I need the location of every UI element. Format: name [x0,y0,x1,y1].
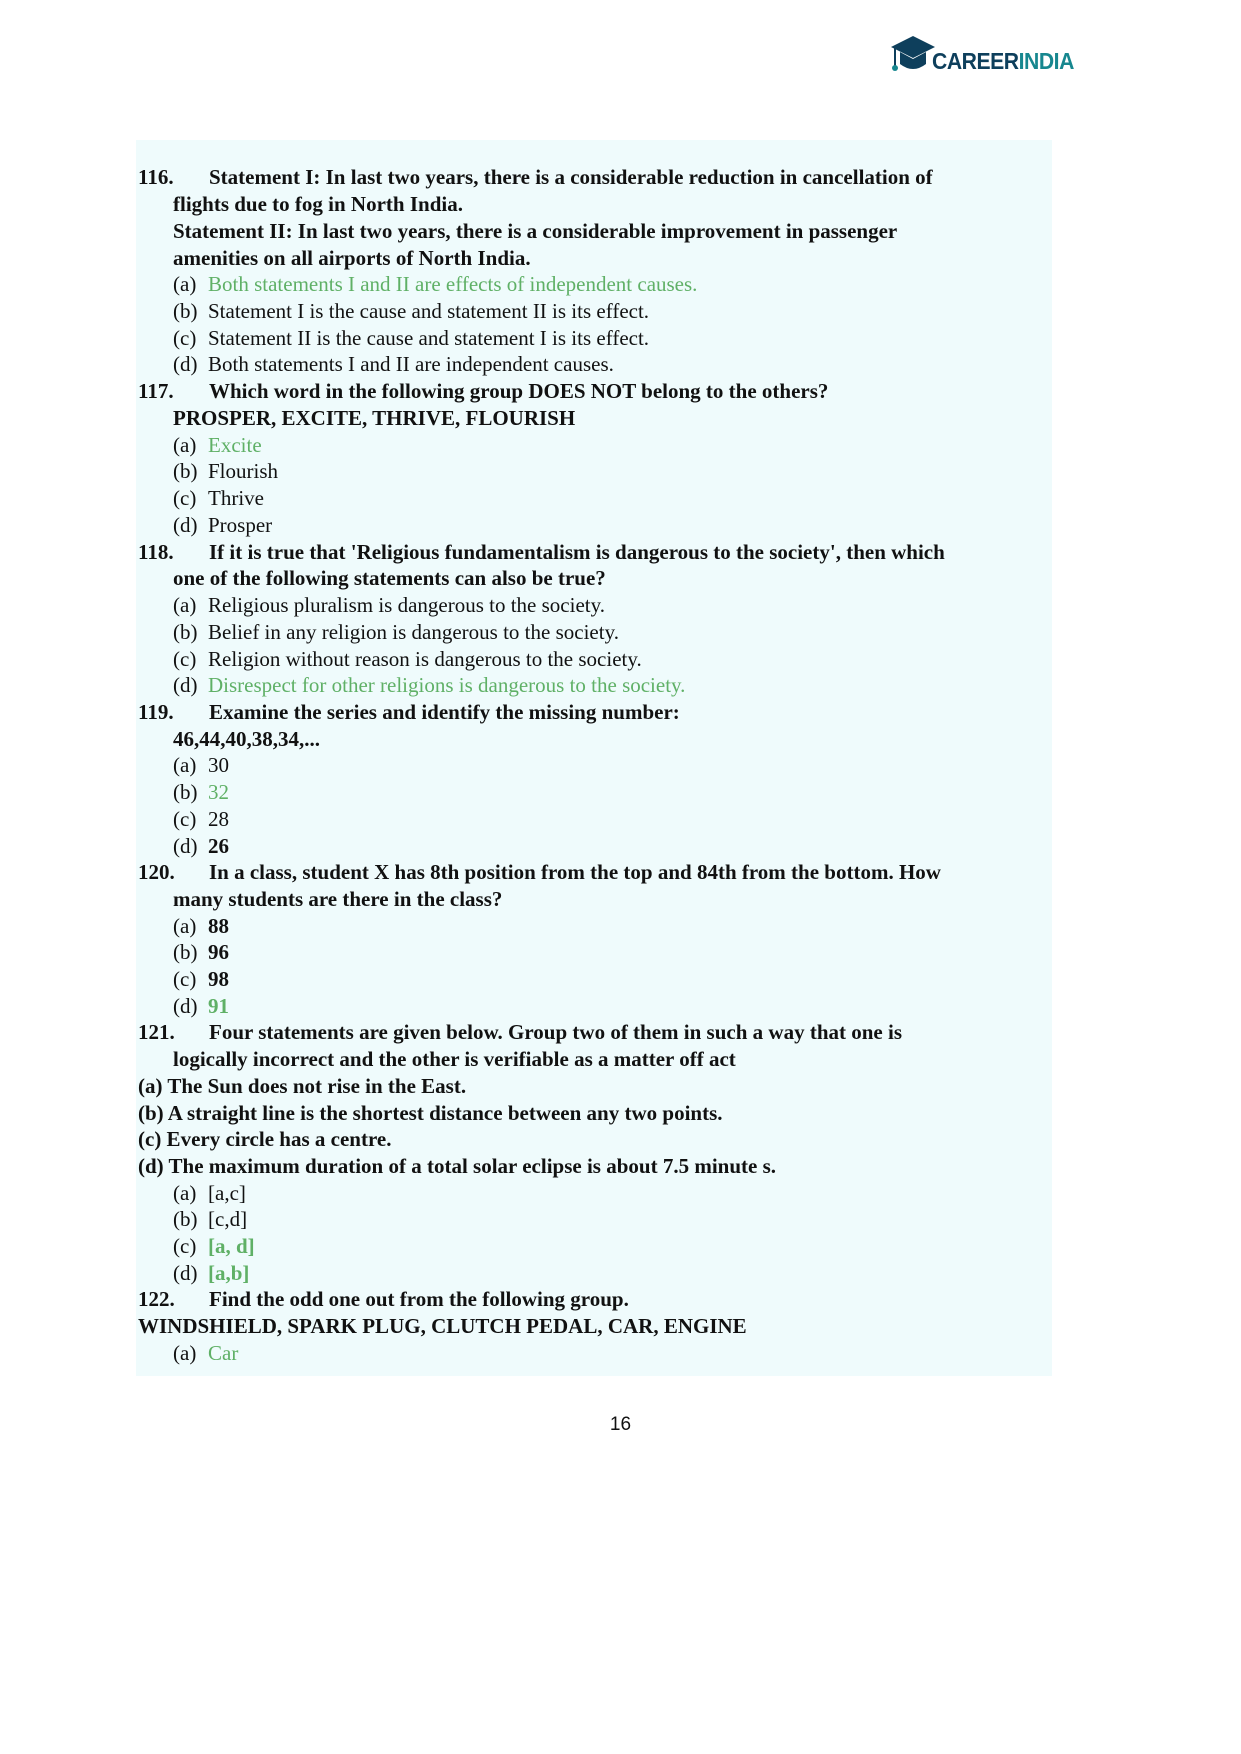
option-text-answer: [a,b] [208,1261,250,1285]
option-c [173,646,642,673]
careerindia-logo [890,34,1080,84]
question-number: 119. [138,700,174,724]
option-text: Flourish [208,459,279,483]
option-b [173,619,619,646]
option-text: Both statements I and II are independent causes. [208,352,614,376]
option-label: (d) [173,1261,198,1285]
option-label: (a) [173,593,197,617]
question-number: 117. [138,379,174,403]
option-a [173,752,229,779]
option-text: [c,d] [208,1207,248,1231]
question-stem: Four statements are given below. Group two of them in such a way that one is [209,1020,902,1044]
option-text: 96 [208,940,229,964]
question-stem-line: 46,44,40,38,34,... [173,727,320,751]
option-text: Statement I is the cause and statement II is its effect. [208,299,650,323]
option-label: (b) [173,1207,198,1231]
question-stem-line: one of the following statements can also be true? [173,566,606,590]
option-text-answer: 91 [208,994,229,1018]
option-a [173,913,229,940]
question-stem: In a class, student X has 8th position from the top and 84th from the bottom. How [209,860,941,884]
option-text: Prosper [208,513,273,537]
option-text-answer: Car [208,1341,239,1365]
option-label: (b) [173,780,198,804]
question-117 [138,378,828,405]
option-d [173,833,229,860]
option-c [173,1233,255,1260]
statement-d: (d) The maximum duration of a total solar eclipse is about 7.5 minute s. [138,1154,776,1178]
graduation-cap-icon [890,34,936,82]
option-label: (a) [173,1181,197,1205]
option-b [173,298,649,325]
question-number: 121. [138,1020,175,1044]
question-number: 122. [138,1287,175,1311]
option-label: (b) [173,459,198,483]
question-number: 116. [138,165,174,189]
option-text: 26 [208,834,229,858]
question-stem-line: flights due to fog in North India. [173,192,463,216]
option-d [173,1260,249,1287]
option-label: (b) [173,940,198,964]
option-label: (c) [173,1234,197,1258]
option-label: (a) [173,433,197,457]
statement-b: (b) A straight line is the shortest distance between any two points. [138,1101,723,1125]
logo-text-india: INDIA [1018,48,1074,74]
option-b [173,939,229,966]
option-d [173,672,685,699]
option-d [173,351,614,378]
option-label: (a) [173,272,197,296]
option-text-answer: Disrespect for other religions is dangerous to the society. [208,673,686,697]
option-c [173,485,264,512]
option-label: (a) [173,753,197,777]
page-number: 16 [609,1414,632,1435]
option-label: (d) [173,352,198,376]
option-text: Religious pluralism is dangerous to the society. [208,593,606,617]
question-stem-line: WINDSHIELD, SPARK PLUG, CLUTCH PEDAL, CAR, ENGINE [138,1314,747,1338]
option-label: (c) [173,807,197,831]
question-stem-line: logically incorrect and the other is verifiable as a matter off act [173,1047,736,1071]
question-number: 120. [138,860,175,884]
question-stem: If it is true that 'Religious fundamentalism is dangerous to the society', then which [209,540,945,564]
option-label: (d) [173,994,198,1018]
option-label: (d) [173,834,198,858]
question-stem: Find the odd one out from the following group. [209,1287,629,1311]
option-text: Statement II is the cause and statement I is its effect. [208,326,650,350]
question-stem-line: PROSPER, EXCITE, THRIVE, FLOURISH [173,406,576,430]
question-stem: Which word in the following group DOES NOT belong to the others? [209,379,829,403]
option-text: 98 [208,967,229,991]
option-a [173,271,697,298]
option-c [173,806,229,833]
option-label: (a) [173,914,197,938]
logo-text-career: CAREER [932,48,1019,74]
option-label: (b) [173,299,198,323]
question-120 [138,859,941,886]
question-stem: Statement I: In last two years, there is a considerable reduction in cancellation of [209,165,933,189]
option-text: Belief in any religion is dangerous to the society. [208,620,619,644]
option-c [173,325,649,352]
option-label: (d) [173,513,198,537]
option-text: 28 [208,807,229,831]
option-b [173,779,229,806]
question-stem-line: Statement II: In last two years, there is a considerable improvement in passenger [173,219,898,243]
logo-wordmark [932,48,1074,75]
option-a [173,1180,246,1207]
option-text-answer: [a, d] [208,1234,255,1258]
option-d [173,993,229,1020]
option-text: 88 [208,914,229,938]
question-116 [138,164,933,191]
option-label: (b) [173,620,198,644]
option-c [173,966,229,993]
option-text: Religion without reason is dangerous to the society. [208,647,642,671]
option-label: (c) [173,967,197,991]
option-label: (c) [173,647,197,671]
option-text-answer: Excite [208,433,262,457]
question-stem-line: many students are there in the class? [173,887,503,911]
option-a [173,1340,238,1367]
statement-a: (a) The Sun does not rise in the East. [138,1074,467,1098]
question-stem-line: amenities on all airports of North India. [173,246,531,270]
option-label: (a) [173,1341,197,1365]
option-text: [a,c] [208,1181,246,1205]
option-a [173,592,605,619]
option-label: (c) [173,486,197,510]
option-b [173,458,278,485]
option-text-answer: Both statements I and II are effects of independent causes. [208,272,698,296]
option-text-answer: 32 [208,780,229,804]
option-text: Thrive [208,486,264,510]
option-a [173,432,262,459]
option-d [173,512,272,539]
question-121 [138,1019,902,1046]
question-119 [138,699,680,726]
option-label: (d) [173,673,198,697]
statement-c: (c) Every circle has a centre. [138,1127,392,1151]
option-text: 30 [208,753,229,777]
question-122 [138,1286,629,1313]
question-stem: Examine the series and identify the missing number: [209,700,680,724]
question-118 [138,539,945,566]
option-b [173,1206,247,1233]
question-number: 118. [138,540,174,564]
option-label: (c) [173,326,197,350]
